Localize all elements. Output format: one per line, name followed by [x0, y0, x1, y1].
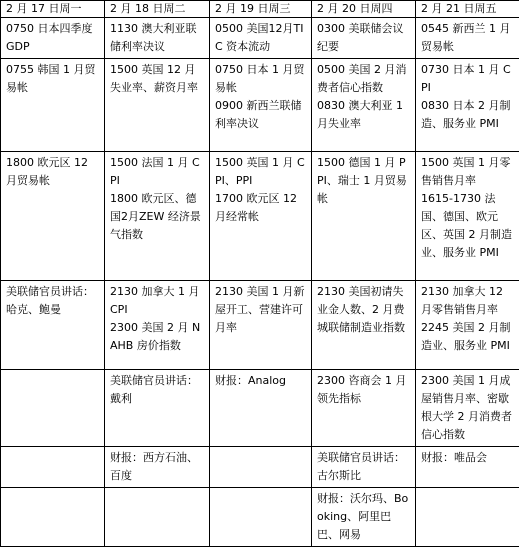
- table-row: [1, 152, 519, 281]
- event-line: 2130 加拿大 12 月零售销售月率: [421, 285, 503, 316]
- event-line: 1130 澳大利亚联储利率决议: [110, 22, 197, 53]
- day-header-wed: 2 月 19 日周三: [210, 1, 312, 18]
- event-cell: [210, 59, 312, 152]
- empty-cell: [210, 488, 312, 547]
- event-line: 1500 英国 1 月零售销售月率: [421, 156, 511, 187]
- empty-cell: [416, 488, 519, 547]
- event-line: 0545 新西兰 1 月贸易帐: [421, 22, 511, 53]
- event-line: 1500 德国 1 月 PPI、瑞士 1 月贸易帐: [317, 156, 407, 205]
- table-row: [1, 447, 519, 488]
- event-line: 财报：Analog: [215, 374, 287, 387]
- event-line: 0500 美国 2 月消费者信心指数: [317, 63, 407, 94]
- event-line: 1615-1730 法国、德国、欧元区、英国 2 月制造业、服务业 PMI: [421, 192, 512, 259]
- event-line: 2300 咨商会 1 月领先指标: [317, 374, 407, 405]
- event-line: 0830 日本 2 月制造、服务业 PMI: [421, 99, 511, 130]
- event-cell: [105, 447, 210, 488]
- event-line: 美联储官员讲话：古尔斯比: [317, 451, 405, 482]
- event-line: 1800 欧元区、德国2月ZEW 经济景气指数: [110, 192, 201, 241]
- event-cell: [105, 152, 210, 281]
- event-line: 2300 美国 1 月成屋销售月率、密歇根大学 2 月消费者信心指数: [421, 374, 512, 441]
- event-cell: [312, 59, 416, 152]
- event-cell: [416, 59, 519, 152]
- event-cell: [1, 152, 105, 281]
- table-row: [1, 18, 519, 59]
- event-cell: [210, 281, 312, 370]
- day-header-tue: 2 月 18 日周二: [105, 1, 210, 18]
- event-cell: [1, 18, 105, 59]
- table-row: [1, 370, 519, 447]
- event-line: 0300 美联储会议纪要: [317, 22, 404, 53]
- event-cell: [312, 488, 416, 547]
- event-cell: [105, 59, 210, 152]
- empty-cell: [210, 447, 312, 488]
- event-line: 1500 英国 12 月失业率、薪资月率: [110, 63, 198, 94]
- event-cell: [312, 18, 416, 59]
- event-cell: [416, 18, 519, 59]
- event-line: 财报：唯品会: [421, 451, 487, 464]
- empty-cell: [1, 370, 105, 447]
- event-cell: [1, 281, 105, 370]
- event-cell: [312, 370, 416, 447]
- event-line: 财报：西方石油、百度: [110, 451, 198, 482]
- event-cell: [210, 370, 312, 447]
- event-line: 1800 欧元区 12 月贸易帐: [6, 156, 88, 187]
- event-cell: [1, 59, 105, 152]
- event-cell: [312, 152, 416, 281]
- event-cell: [312, 281, 416, 370]
- event-line: 美联储官员讲话：戴利: [110, 374, 198, 405]
- header-row: [1, 1, 519, 18]
- event-cell: [416, 447, 519, 488]
- event-line: 0830 澳大利亚 1 月失业率: [317, 99, 403, 130]
- event-line: 美联储官员讲话：哈克、鲍曼: [6, 285, 94, 316]
- event-cell: [416, 281, 519, 370]
- event-cell: [416, 152, 519, 281]
- event-line: 0750 日本 1 月贸易帐: [215, 63, 305, 94]
- event-line: 2130 美国初请失业金人数、2 月费城联储制造业指数: [317, 285, 405, 334]
- event-line: 0750 日本四季度 GDP: [6, 22, 93, 53]
- event-cell: [312, 447, 416, 488]
- empty-cell: [1, 488, 105, 547]
- event-line: 0500 美国12月TIC 资本流动: [215, 22, 304, 53]
- event-cell: [210, 18, 312, 59]
- event-line: 0755 韩国 1 月贸易帐: [6, 63, 96, 94]
- event-line: 1500 法国 1 月 CPI: [110, 156, 200, 187]
- event-line: 财报：沃尔玛、Booking、阿里巴巴、网易: [317, 492, 409, 541]
- event-line: 0900 新西兰联储利率决议: [215, 99, 302, 130]
- event-line: 1500 英国 1 月 CPI、PPI: [215, 156, 305, 187]
- day-header-mon: 2 月 17 日周一: [1, 1, 105, 18]
- event-line: 2245 美国 2 月制造业、服务业 PMI: [421, 321, 511, 352]
- event-line: 0730 日本 1 月 CPI: [421, 63, 511, 94]
- event-line: 2130 美国 1 月新屋开工、营建许可月率: [215, 285, 305, 334]
- table-row: [1, 281, 519, 370]
- event-cell: [105, 18, 210, 59]
- event-cell: [105, 281, 210, 370]
- event-line: 2130 加拿大 1 月 CPI: [110, 285, 200, 316]
- empty-cell: [105, 488, 210, 547]
- day-header-fri: 2 月 21 日周五: [416, 1, 519, 18]
- event-cell: [210, 152, 312, 281]
- event-cell: [416, 370, 519, 447]
- event-line: 1700 欧元区 12 月经常帐: [215, 192, 297, 223]
- event-cell: [105, 370, 210, 447]
- table-row: [1, 59, 519, 152]
- table-row: [1, 488, 519, 547]
- empty-cell: [1, 447, 105, 488]
- event-line: 2300 美国 2 月 NAHB 房价指数: [110, 321, 201, 352]
- day-header-thu: 2 月 20 日周四: [312, 1, 416, 18]
